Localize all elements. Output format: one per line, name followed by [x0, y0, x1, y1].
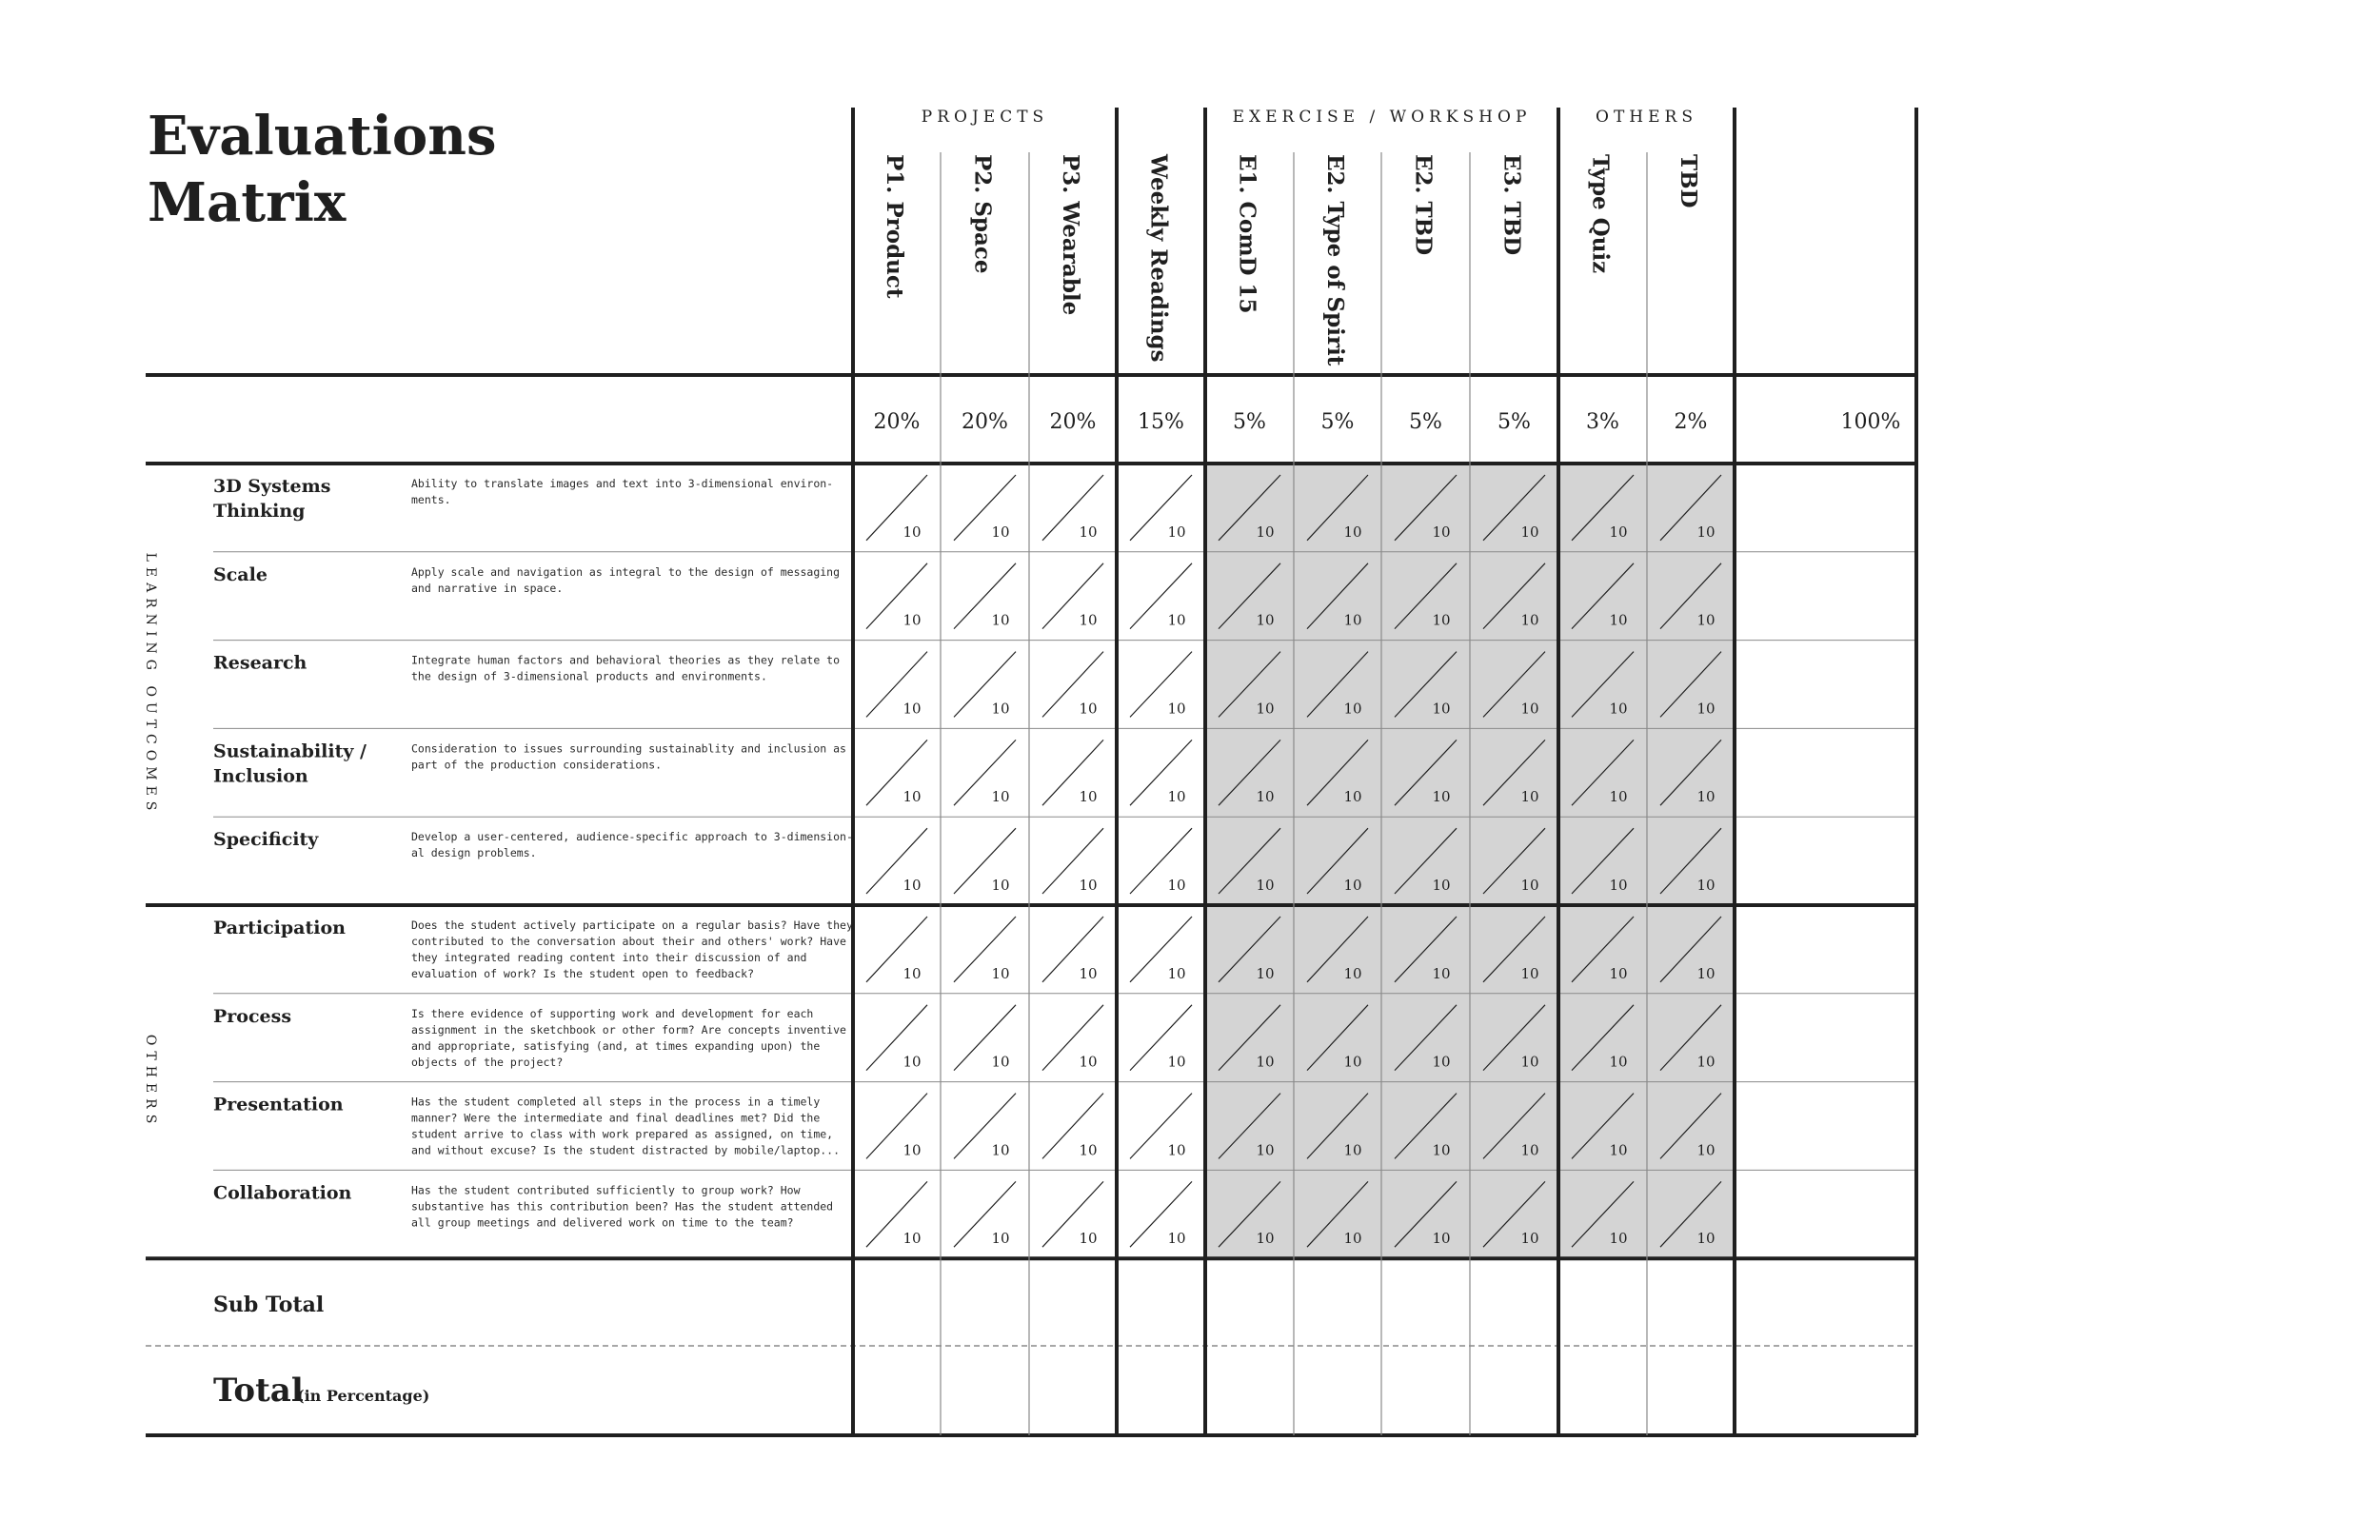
row-description: substantive has this contribution been? Has the student attended: [411, 1199, 834, 1214]
score-max: 10: [1696, 1053, 1716, 1071]
score-max: 10: [1432, 788, 1451, 806]
score-max: 10: [1167, 700, 1186, 718]
row-description: part of the production considerations.: [411, 758, 663, 772]
score-max: 10: [1167, 788, 1186, 806]
score-max: 10: [1609, 788, 1628, 806]
row-description: and appropriate, satisfying (and, at times expanding upon) the: [411, 1038, 821, 1053]
score-max: 10: [1079, 1230, 1098, 1248]
row-description: ments.: [411, 493, 451, 506]
score-max: 10: [1696, 964, 1716, 982]
row-description: Consideration to issues surrounding sustainablity and inclusion as: [411, 741, 846, 756]
score-max: 10: [1343, 523, 1362, 541]
section-side-label: LEARNING OUTCOMES: [143, 552, 158, 817]
row-label: Presentation: [213, 1094, 344, 1116]
score-max: 10: [1609, 611, 1628, 629]
row-description: student arrive to class with work prepared as assigned, on time,: [411, 1127, 834, 1141]
column-header: Weekly Readings: [1145, 154, 1172, 363]
score-max: 10: [1079, 964, 1098, 982]
score-max: 10: [991, 611, 1010, 629]
page-title: Evaluations: [148, 105, 497, 168]
row-label: Inclusion: [213, 765, 308, 787]
column-header: P1. Product: [882, 154, 907, 299]
score-max: 10: [1079, 1141, 1098, 1159]
score-max: 10: [991, 877, 1010, 894]
row-description: and without excuse? Is the student distracted by mobile/laptop...: [411, 1143, 841, 1157]
score-max: 10: [902, 611, 922, 629]
score-max: 10: [902, 523, 922, 541]
row-description: Has the student completed all steps in the process in a timely: [411, 1095, 821, 1109]
score-max: 10: [1256, 700, 1275, 718]
score-max: 10: [1696, 1230, 1716, 1248]
column-weight: 20%: [1049, 410, 1097, 434]
row-label: Scale: [213, 563, 268, 585]
page-title: Matrix: [148, 171, 347, 234]
column-header: P2. Space: [969, 154, 996, 274]
score-max: 10: [1520, 1230, 1539, 1248]
row-label: Participation: [213, 918, 346, 938]
score-max: 10: [991, 1053, 1010, 1071]
score-max: 10: [1343, 1141, 1362, 1159]
row-description: Develop a user-centered, audience-specific approach to 3-dimension-: [411, 830, 853, 844]
score-max: 10: [1520, 877, 1539, 894]
score-max: 10: [902, 788, 922, 806]
score-max: 10: [1079, 700, 1098, 718]
section-side-label: OTHERS: [143, 1034, 158, 1130]
score-max: 10: [1256, 877, 1275, 894]
score-max: 10: [991, 523, 1010, 541]
row-description: contributed to the conversation about their and others' work? Have: [411, 935, 846, 948]
column-header: E1. ComD 15: [1234, 154, 1260, 314]
group-header: EXERCISE / WORKSHOP: [1232, 108, 1532, 127]
column-header: E2. Type of Spirit: [1322, 154, 1348, 366]
score-max: 10: [1520, 964, 1539, 982]
score-max: 10: [902, 700, 922, 718]
group-header: OTHERS: [1596, 108, 1697, 127]
score-max: 10: [1256, 964, 1275, 982]
row-description: they integrated reading content into their discussion of and: [411, 951, 807, 964]
score-max: 10: [1432, 1230, 1451, 1248]
column-weight: 2%: [1674, 410, 1708, 434]
score-max: 10: [1609, 1053, 1628, 1071]
score-max: 10: [1432, 611, 1451, 629]
score-max: 10: [1609, 877, 1628, 894]
row-description: Integrate human factors and behavioral theories as they relate to: [411, 653, 841, 667]
score-max: 10: [1343, 1230, 1362, 1248]
row-description: Ability to translate images and text into 3-dimensional environ-: [411, 477, 834, 490]
score-max: 10: [1256, 788, 1275, 806]
column-header: Type Quiz: [1587, 154, 1614, 274]
score-max: 10: [1520, 1053, 1539, 1071]
row-description: the design of 3-dimensional products and environments.: [411, 669, 767, 683]
score-max: 10: [902, 1053, 922, 1071]
row-label: Process: [213, 1005, 292, 1027]
score-max: 10: [1432, 700, 1451, 718]
score-max: 10: [1432, 1053, 1451, 1071]
score-max: 10: [1609, 964, 1628, 982]
row-description: Apply scale and navigation as integral to the design of messaging: [411, 564, 841, 579]
score-max: 10: [991, 1230, 1010, 1248]
score-max: 10: [1343, 788, 1362, 806]
column-weight: 3%: [1586, 410, 1619, 434]
score-max: 10: [1696, 700, 1716, 718]
score-max: 10: [1696, 523, 1716, 541]
column-weight: 15%: [1138, 410, 1184, 434]
column-weight: 20%: [873, 410, 921, 434]
score-max: 10: [1079, 788, 1098, 806]
score-max: 10: [902, 1141, 922, 1159]
score-max: 10: [1432, 964, 1451, 982]
row-label: Collaboration: [213, 1182, 352, 1204]
score-max: 10: [1079, 523, 1098, 541]
column-weight: 5%: [1497, 410, 1531, 434]
column-weight: 5%: [1409, 410, 1442, 434]
score-max: 10: [1167, 523, 1186, 541]
score-max: 10: [1256, 611, 1275, 629]
score-max: 10: [1696, 611, 1716, 629]
row-description: Does the student actively participate on a regular basis? Have they: [411, 918, 853, 932]
total-weight: 100%: [1840, 410, 1901, 434]
total-note: (in Percentage): [297, 1387, 430, 1405]
score-max: 10: [1696, 1141, 1716, 1159]
column-weight: 20%: [962, 410, 1008, 434]
row-description: manner? Were the intermediate and final deadlines met? Did the: [411, 1111, 821, 1125]
column-header: P3. Wearable: [1058, 154, 1083, 316]
group-header: PROJECTS: [921, 108, 1049, 127]
row-description: evaluation of work? Is the student open to feedback?: [411, 967, 755, 980]
score-max: 10: [991, 1141, 1010, 1159]
score-max: 10: [902, 964, 922, 982]
column-header: E2. TBD: [1410, 154, 1437, 256]
row-description: Is there evidence of supporting work and development for each: [411, 1006, 814, 1020]
row-description: all group meetings and delivered work on time to the team?: [411, 1215, 794, 1230]
row-description: and narrative in space.: [411, 581, 564, 595]
score-max: 10: [1256, 523, 1275, 541]
score-max: 10: [1432, 523, 1451, 541]
score-max: 10: [902, 1230, 922, 1248]
total-label: Total: [213, 1372, 304, 1410]
score-max: 10: [1256, 1141, 1275, 1159]
score-max: 10: [902, 877, 922, 894]
score-max: 10: [1343, 700, 1362, 718]
score-max: 10: [1167, 964, 1186, 982]
score-max: 10: [1167, 1053, 1186, 1071]
column-weight: 5%: [1233, 410, 1266, 434]
score-max: 10: [1256, 1230, 1275, 1248]
score-max: 10: [1609, 1141, 1628, 1159]
score-max: 10: [1167, 1230, 1186, 1248]
score-max: 10: [991, 964, 1010, 982]
row-label: 3D Systems: [213, 476, 331, 497]
column-weight: 5%: [1320, 410, 1355, 434]
column-header: E3. TBD: [1498, 154, 1525, 256]
score-max: 10: [1079, 877, 1098, 894]
score-max: 10: [1079, 1053, 1098, 1071]
score-max: 10: [1696, 877, 1716, 894]
score-max: 10: [1520, 788, 1539, 806]
score-max: 10: [1343, 611, 1362, 629]
column-header: TBD: [1676, 154, 1701, 208]
row-label: Research: [213, 652, 307, 674]
score-max: 10: [991, 788, 1010, 806]
row-label: Sustainability /: [213, 740, 367, 762]
score-max: 10: [1167, 1141, 1186, 1159]
subtotal-label: Sub Total: [213, 1293, 325, 1317]
score-max: 10: [1167, 877, 1186, 894]
score-max: 10: [1079, 611, 1098, 629]
score-max: 10: [1609, 523, 1628, 541]
row-description: Has the student contributed sufficiently to group work? How: [411, 1183, 801, 1197]
row-description: assignment in the sketchbook or other form? Are concepts inventive: [411, 1022, 846, 1037]
score-max: 10: [1167, 611, 1186, 629]
row-description: al design problems.: [411, 846, 537, 860]
row-label: Specificity: [213, 829, 319, 851]
score-max: 10: [1520, 700, 1539, 718]
score-max: 10: [1609, 700, 1628, 718]
score-max: 10: [1432, 1141, 1451, 1159]
score-max: 10: [1343, 1053, 1362, 1071]
row-description: objects of the project?: [411, 1055, 564, 1069]
score-max: 10: [1609, 1230, 1628, 1248]
score-max: 10: [1520, 523, 1539, 541]
score-max: 10: [1520, 1141, 1539, 1159]
score-max: 10: [1343, 877, 1362, 894]
score-max: 10: [1343, 964, 1362, 982]
score-max: 10: [1432, 877, 1451, 894]
score-max: 10: [1696, 788, 1716, 806]
score-max: 10: [991, 700, 1010, 718]
row-label: Thinking: [213, 501, 306, 522]
score-max: 10: [1256, 1053, 1275, 1071]
score-max: 10: [1520, 611, 1539, 629]
